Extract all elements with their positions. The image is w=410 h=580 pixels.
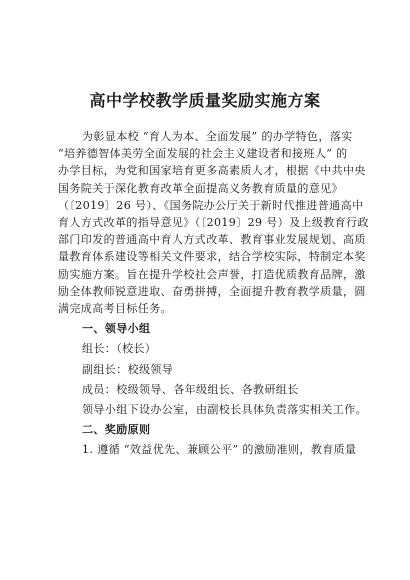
office-line: 领导小组下设办公室，由副校长具体负责落实相关工作。 — [82, 403, 367, 417]
section-heading-principles: 二、奖励原则 — [82, 423, 151, 437]
intro-line: （〔2019〕26 号）、《国务院办公厅关于新时代推进普通高中 — [58, 198, 364, 212]
document-title: 高中学校教学质量奖励实施方案 — [89, 91, 321, 110]
document-body — [58, 128, 369, 459]
intro-line: 量教育体系建设等相关文件要求，结合学校实际，特制定本奖 — [58, 250, 366, 264]
section-heading-leadership: 一、领导小组 — [82, 322, 151, 336]
intro-line: 育人方式改革的指导意见》（〔2019〕29 号）及上级教育行政 — [58, 216, 369, 230]
intro-line: 励全体教师锐意进取、奋勇拼搏，全面提升教育教学质量，圆 — [58, 284, 366, 298]
leader-line: 组长：（校长） — [82, 342, 157, 356]
intro-line: 满完成高考目标任务。 — [58, 302, 172, 316]
intro-line: 部门印发的普通高中育人方式改革、教育事业发展规划、高质 — [58, 233, 366, 247]
intro-line: 办学目标，为党和国家培育更多高素质人才，根据《中共中央 — [58, 164, 366, 178]
intro-line: 励实施方案。旨在提升学校社会声誉，打造优质教育品牌，激 — [58, 267, 366, 281]
intro-line: 国务院关于深化教育改革全面提高义务教育质量的意见》 — [58, 181, 343, 195]
principle-item-1: 1. 遵循 “效益优先、兼顾公平” 的激励准则，教育质量 — [82, 443, 357, 457]
deputy-leader-line: 副组长：校级领导 — [82, 362, 174, 376]
intro-line: “培养德智体美劳全面发展的社会主义建设者和接班人” 的 — [58, 147, 348, 161]
members-line: 成员：校级领导、各年级组长、各教研组长 — [82, 382, 299, 396]
intro-line: 为彰显本校 “育人为本、全面发展” 的办学特色，落实 — [82, 130, 353, 143]
